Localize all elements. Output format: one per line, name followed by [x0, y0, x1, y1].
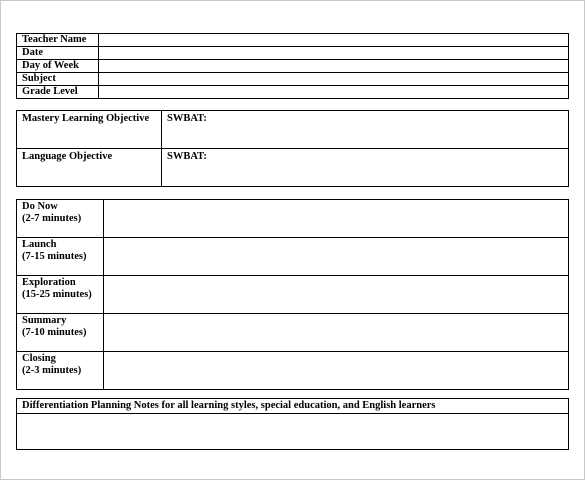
day-of-week-field[interactable]: [99, 60, 569, 73]
mastery-objective-row: [17, 111, 569, 149]
objectives-table: [16, 110, 569, 187]
field-label: Grade Level: [17, 86, 99, 99]
subject-row: [17, 73, 569, 86]
field-label: Day of Week: [17, 60, 99, 73]
phase-time: (7-15 minutes): [22, 251, 87, 262]
teacher-name-field[interactable]: [99, 34, 569, 47]
differentiation-heading-row: [17, 399, 569, 414]
launch-notes-field[interactable]: [104, 238, 569, 276]
differentiation-table: [16, 398, 569, 450]
differentiation-heading: Differentiation Planning Notes for all learning styles, special education, and English learners: [17, 399, 569, 414]
differentiation-notes-field[interactable]: [17, 414, 569, 450]
phase-label: [17, 200, 104, 238]
phase-time: (2-3 minutes): [22, 365, 82, 376]
differentiation-notes-row: [17, 414, 569, 450]
language-objective-row: [17, 149, 569, 187]
date-row: [17, 47, 569, 60]
phase-label: [17, 238, 104, 276]
subject-field[interactable]: [99, 73, 569, 86]
phase-name: Summary: [22, 315, 67, 326]
launch-row: [17, 238, 569, 276]
mastery-objective-field[interactable]: SWBAT:: [162, 111, 569, 149]
phase-name: Do Now: [22, 201, 58, 212]
summary-row: [17, 314, 569, 352]
objective-label: Language Objective: [17, 149, 162, 187]
phase-name: Exploration: [22, 277, 76, 288]
teacher-name-row: [17, 34, 569, 47]
phase-label: [17, 276, 104, 314]
date-field[interactable]: [99, 47, 569, 60]
phase-name: Launch: [22, 239, 57, 250]
field-label: Date: [17, 47, 99, 60]
phase-time: (15-25 minutes): [22, 289, 92, 300]
phase-time: (7-10 minutes): [22, 327, 87, 338]
phase-name: Closing: [22, 353, 56, 364]
do-now-notes-field[interactable]: [104, 200, 569, 238]
objective-label: Mastery Learning Objective: [17, 111, 162, 149]
phase-time: (2-7 minutes): [22, 213, 82, 224]
language-objective-field[interactable]: SWBAT:: [162, 149, 569, 187]
exploration-row: [17, 276, 569, 314]
field-label: Subject: [17, 73, 99, 86]
exploration-notes-field[interactable]: [104, 276, 569, 314]
phase-label: [17, 314, 104, 352]
teacher-info-table: [16, 33, 569, 99]
grade-level-row: [17, 86, 569, 99]
day-of-week-row: [17, 60, 569, 73]
do-now-row: [17, 200, 569, 238]
lesson-phases-table: [16, 199, 569, 390]
phase-label: [17, 352, 104, 390]
summary-notes-field[interactable]: [104, 314, 569, 352]
grade-level-field[interactable]: [99, 86, 569, 99]
closing-notes-field[interactable]: [104, 352, 569, 390]
closing-row: [17, 352, 569, 390]
field-label: Teacher Name: [17, 34, 99, 47]
